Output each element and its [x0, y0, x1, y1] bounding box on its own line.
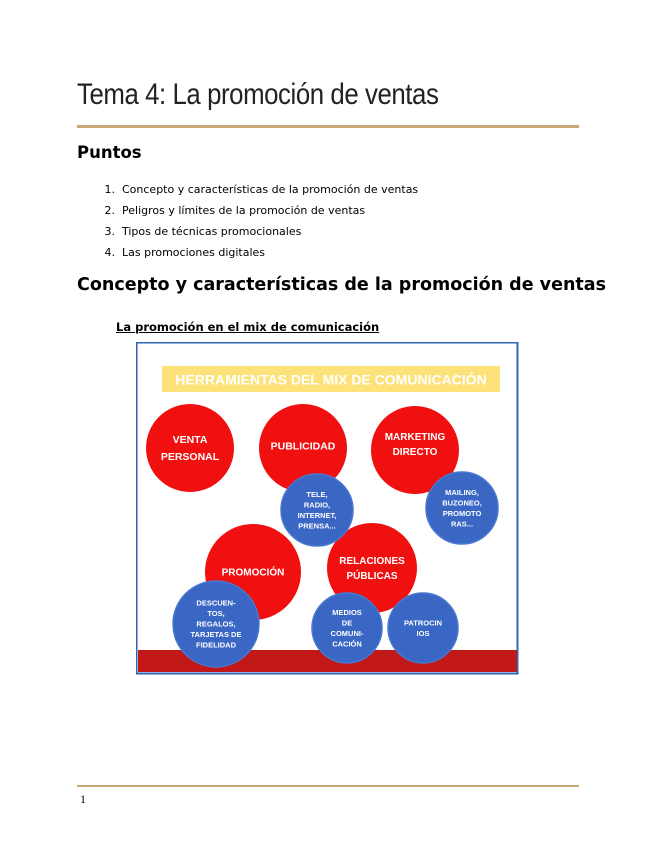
title-divider [77, 125, 579, 128]
mix-comunicacion-figure [136, 342, 519, 675]
tool-label: RELACIONES [339, 556, 405, 567]
tool-label: MARKETING [384, 432, 446, 443]
tool-circle [146, 404, 234, 492]
points-list [77, 181, 418, 265]
channel-label: IOS [416, 628, 430, 638]
channel-label: PRENSA... [298, 521, 336, 531]
list-item-number: 3. [104, 225, 115, 238]
channel-label: INTERNET, [297, 510, 337, 520]
list-item [77, 223, 418, 244]
list-item-text: Peligros y límites de la promoción de ventas [122, 204, 366, 217]
channel-node [388, 593, 458, 663]
page-title: Tema 4: La promoción de ventas [77, 78, 439, 111]
tool-label: VENTA [172, 434, 208, 447]
channel-label: RAS... [450, 519, 474, 529]
mix-diagram [136, 342, 519, 675]
list-item [77, 202, 418, 223]
channel-label: MAILING, [445, 487, 479, 497]
channel-node [281, 474, 353, 546]
list-item-text: Las promociones digitales [122, 246, 266, 259]
list-item-text: Concepto y características de la promoción de ventas [122, 183, 419, 196]
list-item-text: Tipos de técnicas promocionales [122, 225, 302, 238]
subsection-heading: La promoción en el mix de comunicación [116, 320, 380, 334]
channel-label: DE [341, 618, 353, 628]
channel-label: MEDIOS [332, 607, 362, 617]
channel-label: PROMOTO [442, 508, 482, 518]
list-item [77, 181, 418, 202]
list-item-number: 2. [104, 204, 115, 217]
channel-label: BUZONEO, [442, 498, 482, 508]
list-item-number: 1. [104, 183, 115, 196]
channel-label: TELE, [306, 489, 328, 499]
tool-label: PERSONAL [160, 451, 220, 464]
tool-node [146, 404, 234, 492]
channel-label: REGALOS, [196, 619, 236, 629]
channel-label: CACIÓN [332, 639, 362, 649]
channel-label: TARJETAS DE [190, 630, 242, 640]
tool-label: PUBLICIDAD [270, 440, 336, 453]
tool-label: PÚBLICAS [346, 571, 398, 582]
tool-label: DIRECTO [392, 447, 438, 458]
banner-label: HERRAMIENTAS DEL MIX DE COMUNICACIÓN [175, 371, 487, 388]
list-item-number: 4. [104, 246, 115, 259]
section-heading: Concepto y características de la promoción de ventas [77, 275, 606, 295]
points-heading: Puntos [77, 143, 142, 162]
tool-label: PROMOCIÓN [221, 567, 285, 579]
page-number: 1 [80, 792, 86, 806]
list-item [77, 244, 418, 265]
channel-label: PATROCIN [403, 618, 443, 628]
footer-divider [77, 785, 579, 787]
channel-node [312, 593, 382, 663]
channel-label: TOS, [207, 609, 225, 619]
channel-label: COMUNI- [330, 628, 364, 638]
channel-label: RADIO, [303, 500, 331, 510]
channel-label: DESCUEN- [196, 598, 236, 608]
channel-node [426, 472, 498, 544]
channel-node [173, 581, 259, 667]
channel-label: FIDELIDAD [196, 640, 236, 650]
